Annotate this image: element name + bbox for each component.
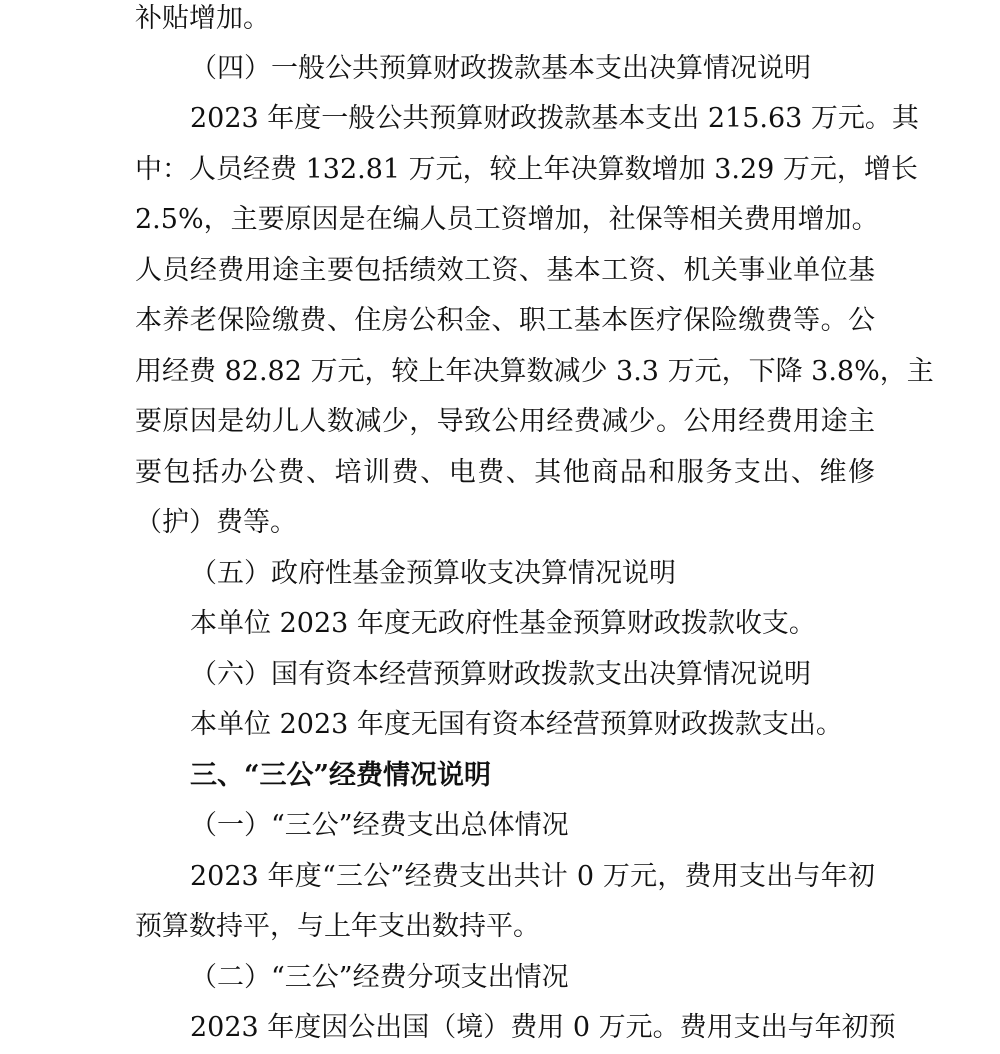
paragraph-line: 补贴增加。 xyxy=(135,3,270,34)
paragraph-line: 本养老保险缴费、住房公积金、职工基本医疗保险缴费等。公 xyxy=(135,305,875,336)
paragraph-line: 预算数持平，与上年支出数持平。 xyxy=(135,911,540,942)
paragraph-line: 2023 年度因公出国（境）费用 0 万元。费用支出与年初预 xyxy=(190,1012,896,1043)
paragraph-line: 2023 年度“三公”经费支出共计 0 万元，费用支出与年初 xyxy=(190,861,875,892)
section-heading-6: （六）国有资本经营预算财政拨款支出决算情况说明 xyxy=(190,659,811,690)
paragraph-line: 要原因是幼儿人数减少，导致公用经费减少。公用经费用途主 xyxy=(135,406,875,437)
paragraph-line: 本单位 2023 年度无政府性基金预算财政拨款收支。 xyxy=(190,608,816,639)
paragraph-line: 中：人员经费 132.81 万元，较上年决算数增加 3.29 万元，增长 xyxy=(135,154,918,185)
section-heading-5: （五）政府性基金预算收支决算情况说明 xyxy=(190,558,676,589)
section-heading-4: （四）一般公共预算财政拨款基本支出决算情况说明 xyxy=(190,53,811,84)
paragraph-line: 本单位 2023 年度无国有资本经营预算财政拨款支出。 xyxy=(190,709,843,740)
paragraph-line: 要包括办公费、培训费、电费、其他商品和服务支出、维修 xyxy=(135,457,875,488)
paragraph-line: 用经费 82.82 万元，较上年决算数减少 3.3 万元，下降 3.8%，主 xyxy=(135,356,934,387)
paragraph-line: 2.5%，主要原因是在编人员工资增加，社保等相关费用增加。 xyxy=(135,204,879,235)
paragraph-line: （护）费等。 xyxy=(135,507,297,538)
subsection-heading-1: （一）“三公”经费支出总体情况 xyxy=(190,810,569,841)
paragraph-line: 2023 年度一般公共预算财政拨款基本支出 215.63 万元。其 xyxy=(190,103,919,134)
subsection-heading-2: （二）“三公”经费分项支出情况 xyxy=(190,962,569,993)
paragraph-line: 人员经费用途主要包括绩效工资、基本工资、机关事业单位基 xyxy=(135,255,875,286)
chapter-heading-3: 三、“三公”经费情况说明 xyxy=(190,760,492,791)
